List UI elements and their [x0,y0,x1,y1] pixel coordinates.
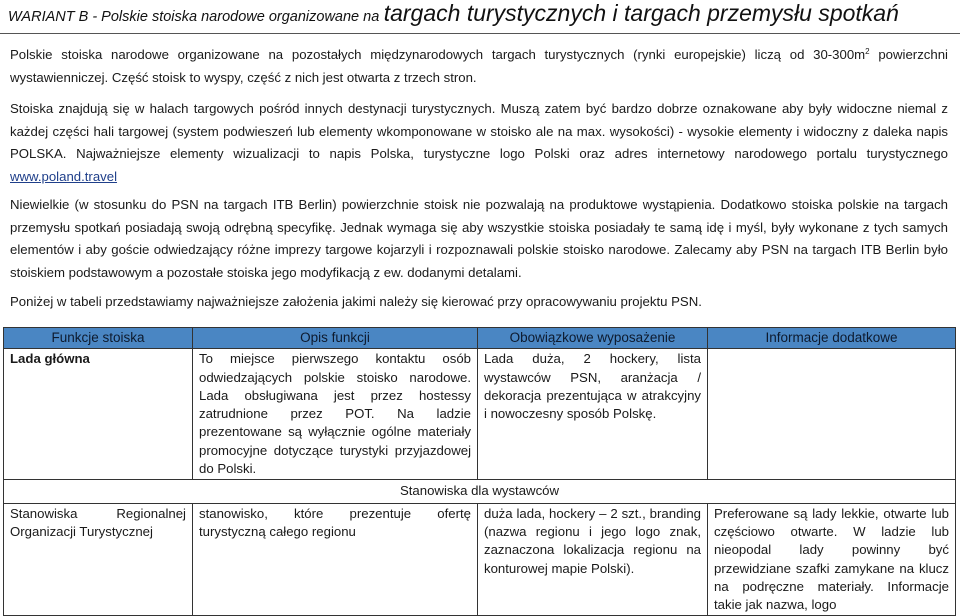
header-info: Informacje dodatkowe [708,328,956,349]
heading-prefix: WARIANT B - Polskie stoiska narodowe organizowane na [8,9,380,25]
cell-equipment: Lada duża, 2 hockery, lista wystawców PSN, aranżacja / dekoracja prezentująca w atrakcyjny i nowoczesny sposób Polskę. [478,349,708,480]
document-heading [8,0,958,30]
cell-function: Stanowiska Regionalnej Organizacji Turystycznej [4,503,193,616]
paragraph-2 [10,98,948,188]
paragraph-1-text-end: powierzchni wystawienniczej. Część stoisk to wyspy, część z nich jest otwarta z trzech stron. [10,47,948,85]
table-section-row [4,480,956,503]
paragraph-3: Niewielkie (w stosunku do PSN na targach ITB Berlin) powierzchnie stoisk nie pozwalają na produktowe wystąpienia. Dodatkowo stoiska polskie na targach przemysłu spotkań posiadają swoją odrębną specyfikę. Jednak wymaga się aby wszystkie stoiska posiadały te samą idę i myśl, były wykonane z tych samych elementów i aby goście odwiedzający różne imprezy targowe kojarzyli i rozpoznawali polskie stoisko narodowe. Zalecamy aby PSN na targach ITB Berlin było stoiskiem podstawowym a pozostałe stoiska jego modyfikacją z ew. dodanymi detalami. [10,197,948,280]
cell-description: stanowisko, które prezentuje ofertę turystyczną całego regionu [193,503,478,616]
superscript-2: 2 [865,47,870,56]
header-description: Opis funkcji [193,328,478,349]
cell-description: To miejsce pierwszego kontaktu osób odwiedzających polskie stoisko narodowe. Lada obsługiwana jest przez hostessy zatrudnione przez POT. Na ladzie prezentowane są wyłącznie ogólne materiały promocyjne dotyczące turystyki przyjazdowej do Polski. [193,349,478,480]
psn-spec-table [3,327,956,616]
table-row [4,349,956,480]
poland-travel-link[interactable]: www.poland.travel [10,168,118,184]
cell-equipment: duża lada, hockery – 2 szt., branding (nazwa regionu i jego logo znak, zaznaczona lokalizacja regionu na konturowej mapie Polski). [478,503,708,616]
header-functions: Funkcje stoiska [4,328,193,349]
heading-main: targach turystycznych i targach przemysłu spotkań [383,0,899,26]
heading-rule [0,33,960,34]
paragraph-2-text: Stoiska znajdują się w halach targowych pośród innych destynacji turystycznych. Muszą zatem być bardzo dobrze oznakowane aby były widoczne niemal z każdej części hali targowej (system podwieszeń lub elementy wkomponowane w stoisko ale na max. wysokości) - wysokie elementy i widoczny z daleka napis POLSKA. Najważniejsze elementy wizualizacji to napis Polska, turystyczne logo Polski oraz adres internetowy narodowego portalu turystycznego [10,101,948,162]
table-row [4,503,956,616]
section-label: Stanowiska dla wystawców [4,480,956,503]
paragraph-1 [10,44,948,89]
cell-info: Preferowane są lady lekkie, otwarte lub częściowo otwarte. W ladzie lub nieopodal lady powinny być przewidziane szafki zamykane na klucz na podręczne materiały. Informacje takie jak nazwa, logo [708,503,956,616]
header-equipment: Obowiązkowe wyposażenie [478,328,708,349]
cell-info [708,349,956,480]
table-header-row [4,328,956,349]
cell-function: Lada główna [4,349,193,480]
paragraph-1-text: Polskie stoiska narodowe organizowane na pozostałych międzynarodowych targach turystycznych (rynki europejskie) liczą od 30-300m [10,47,866,62]
paragraph-4: Poniżej w tabeli przedstawiamy najważniejsze założenia jakimi należy się kierować przy opracowywaniu projektu PSN. [10,294,702,309]
